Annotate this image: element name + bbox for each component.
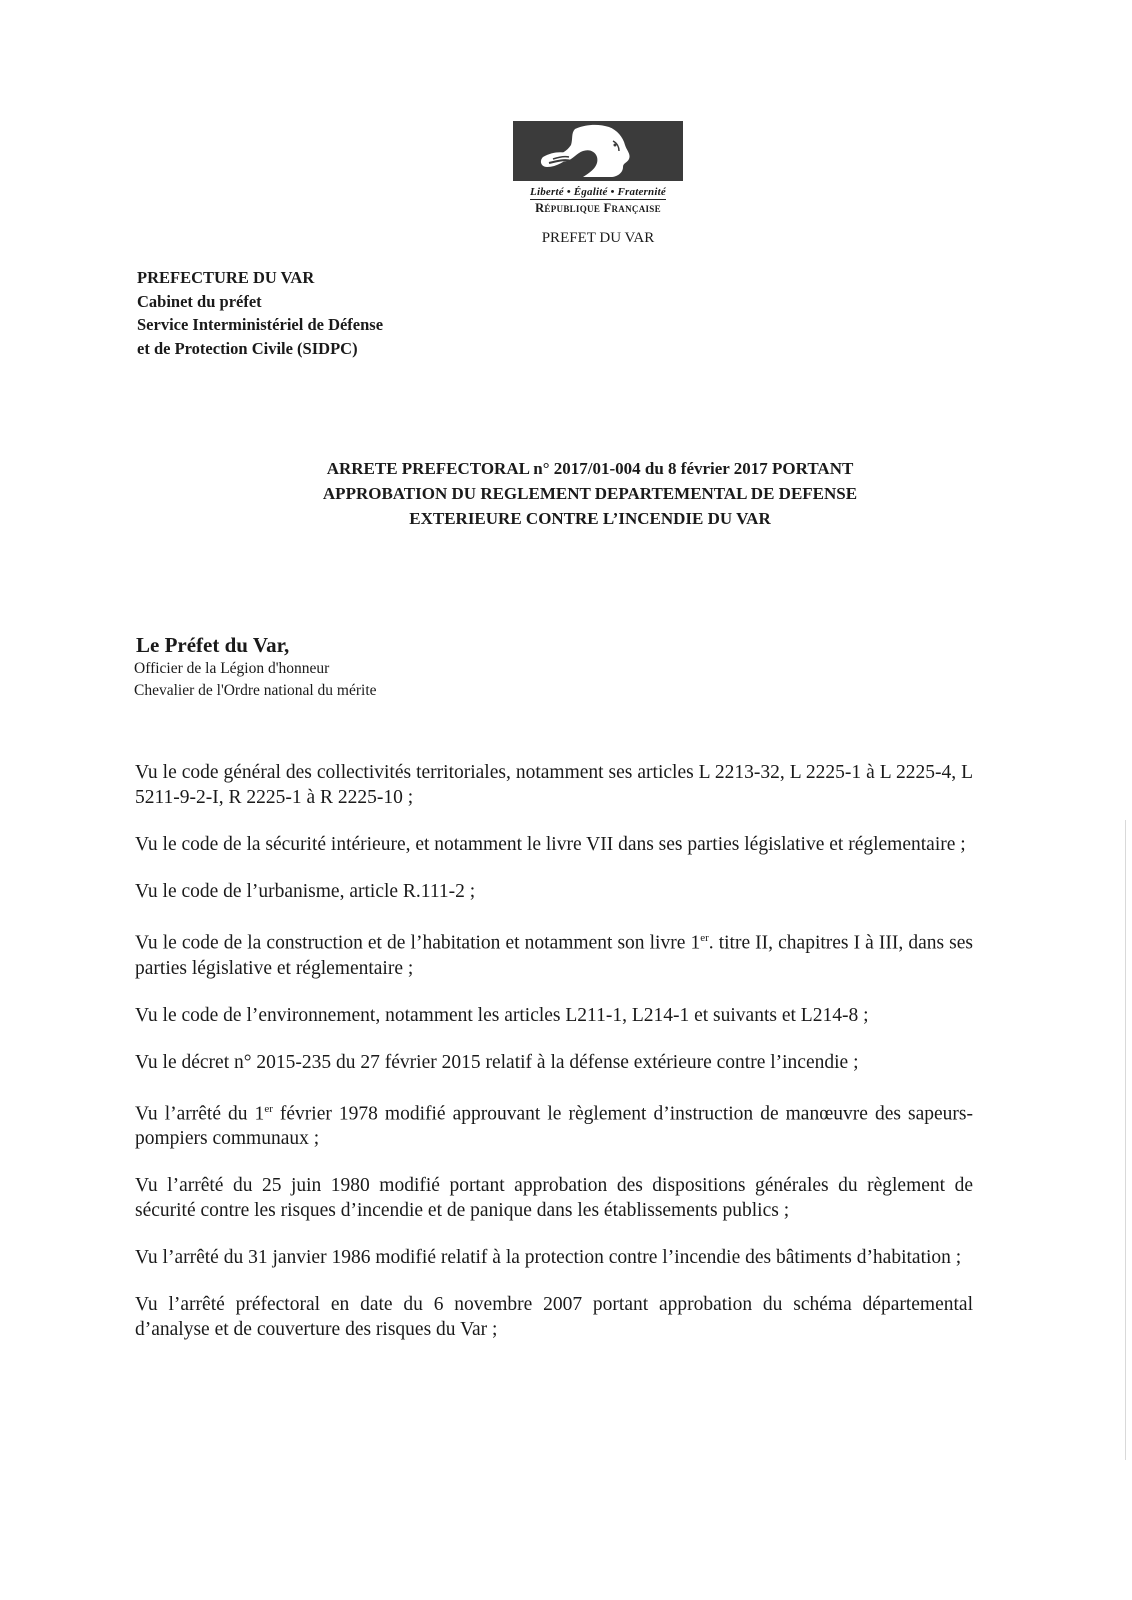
vu-paragraph [135, 760, 973, 810]
prefet-name: Le Préfet du Var, [136, 633, 290, 657]
prefet-title: Officier de la Légion d'honneur [134, 660, 330, 677]
republique-logo [508, 121, 688, 216]
vu-text: Vu l’arrêté préfectoral en date du 6 novembre 2007 portant approbation du schéma départemental d’analyse et de couverture des risques du Var ; [135, 1294, 973, 1340]
ordinal-superscript: er [264, 1102, 273, 1115]
motto: Liberté • Égalité • Fraternité [530, 186, 666, 198]
title-line: EXTERIEURE CONTRE L’INCENDIE DU VAR [409, 509, 771, 528]
arrete-title [230, 456, 950, 531]
service-address-block [137, 266, 383, 360]
scan-edge-line [1125, 820, 1126, 1460]
vu-text: Vu l’arrêté du 31 janvier 1986 modifié relatif à la protection contre l’incendie des bâtiments d’habitation ; [135, 1247, 962, 1268]
ordinal-superscript: er [700, 932, 709, 944]
service-line: et de Protection Civile (SIDPC) [137, 338, 358, 358]
prefet-intro [136, 632, 377, 702]
prefet-du-var-heading: PREFET DU VAR [541, 230, 655, 246]
prefet-title: Chevalier de l'Ordre national du mérite [134, 682, 377, 699]
vu-text: Vu le code de la construction et de l’habitation et notamment son livre 1 [135, 932, 701, 954]
vu-paragraph [135, 1245, 973, 1270]
title-line: APPROBATION DU REGLEMENT DEPARTEMENTAL DE DEFENSE [322, 484, 858, 503]
vu-list [135, 760, 973, 1364]
vu-text: Vu l’arrêté du 1 [135, 1103, 265, 1124]
vu-text: Vu le code de l’environnement, notamment les articles L211-1, L214-1 et suivants et L214-8 ; [135, 1004, 869, 1026]
vu-paragraph [135, 926, 973, 981]
title-line: ARRETE PREFECTORAL n° 2017/01-004 du 8 février 2017 PORTANT [326, 459, 854, 478]
vu-paragraph [135, 832, 973, 857]
vu-text-continued: . titre II, chapitres I à III, dans ses parties législative et réglementaire ; [135, 932, 973, 979]
service-line: Cabinet du préfet [137, 291, 262, 311]
vu-text: Vu le code de l’urbanisme, article R.111-2 ; [135, 881, 476, 902]
vu-text: Vu le code général des collectivités territoriales, notamment ses articles L 2213-32, L 2225-1 à L 2225-4, L 5211-9-2-I, R 2225-1 à R 2225-10 ; [135, 762, 973, 808]
vu-text-continued: février 1978 modifié approuvant le règlement d’instruction de manœuvre des sapeurs-pompiers communaux ; [135, 1103, 973, 1149]
vu-text: Vu le décret n° 2015-235 du 27 février 2015 relatif à la défense extérieure contre l’incendie ; [135, 1051, 859, 1073]
vu-paragraph [135, 1173, 973, 1223]
republique-francaise: République Française [535, 201, 661, 215]
marianne-emblem-icon [513, 121, 683, 181]
service-line: PREFECTURE DU VAR [137, 268, 315, 287]
vu-text: Vu le code de la sécurité intérieure, et notamment le livre VII dans ses parties législative et réglementaire ; [135, 834, 966, 855]
vu-paragraph [135, 1292, 973, 1342]
vu-paragraph [135, 879, 973, 904]
service-line: Service Interministériel de Défense [137, 315, 384, 334]
vu-paragraph [135, 1050, 973, 1075]
vu-text: Vu l’arrêté du 25 juin 1980 modifié portant approbation des dispositions générales du règlement de sécurité contre les risques d’incendie et de panique dans les établissements publics ; [135, 1175, 973, 1221]
vu-paragraph [135, 1003, 973, 1028]
vu-paragraph [135, 1097, 973, 1152]
